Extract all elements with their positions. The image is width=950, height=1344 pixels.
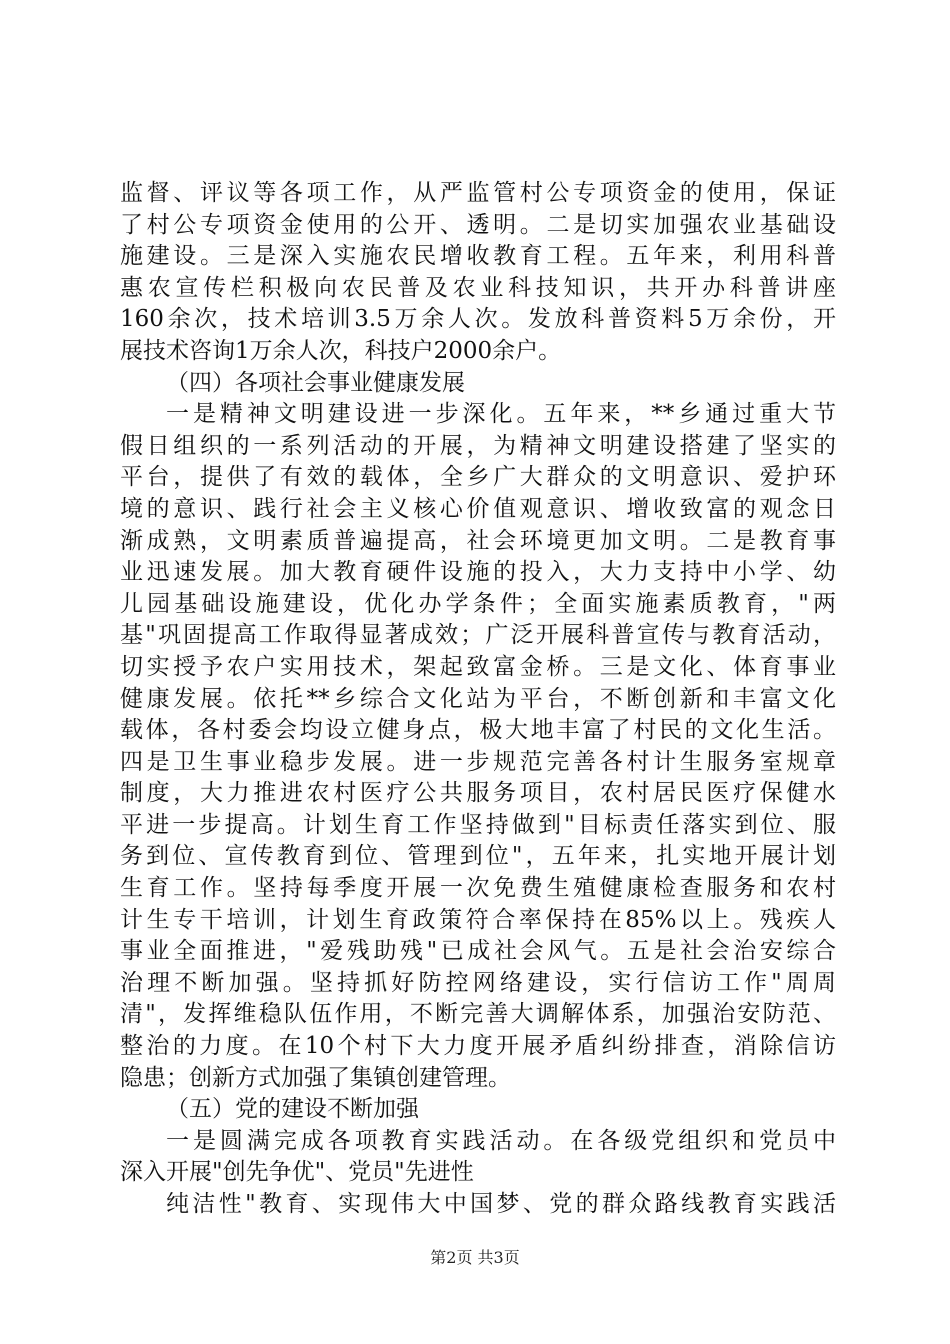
text-line: 境的意识、践行社会主义核心价值观意识、增收致富的观念日	[120, 495, 836, 522]
text-line: 平进一步提高。计划生育工作坚持做到"目标责任落实到位、服	[120, 811, 836, 838]
text-line: 假日组织的一系列活动的开展，为精神文明建设搭建了坚实的	[120, 432, 836, 459]
text-line: 整治的力度。在10个村下大力度开展矛盾纠纷排查，消除信访	[120, 1033, 836, 1060]
section-heading: （四）各项社会事业健康发展	[166, 369, 465, 396]
text-line: 业迅速发展。加大教育硬件设施的投入，大力支持中小学、幼	[120, 559, 836, 586]
section-heading: （五）党的建设不断加强	[166, 1096, 419, 1123]
text-line: 儿园基础设施建设，优化办学条件；全面实施素质教育，"两	[120, 590, 836, 617]
text-line: 纯洁性"教育、实现伟大中国梦、党的群众路线教育实践活	[166, 1191, 836, 1217]
text-line: 四是卫生事业稳步发展。进一步规范完善各村计生服务室规章	[120, 748, 836, 775]
text-line: 事业全面推进，"爱残助残"已成社会风气。五是社会治安综合	[120, 938, 836, 965]
text-line: 渐成熟，文明素质普遍提高，社会环境更加文明。二是教育事	[120, 527, 836, 554]
text-line: 计生专干培训，计划生育政策符合率保持在85%以上。残疾人	[120, 906, 836, 933]
text-line: 切实授予农户实用技术，架起致富金桥。三是文化、体育事业	[120, 653, 836, 680]
text-line: 基"巩固提高工作取得显著成效；广泛开展科普宣传与教育活动，	[120, 622, 836, 649]
text-line: 清"，发挥维稳队伍作用，不断完善大调解体系，加强治安防范、	[120, 1001, 836, 1028]
text-line: 平台，提供了有效的载体，全乡广大群众的文明意识、爱护环	[120, 464, 836, 491]
text-line: 160余次，技术培训3.5万余人次。发放科普资料5万余份，开	[120, 306, 836, 333]
text-line: 治理不断加强。坚持抓好防控网络建设，实行信访工作"周周	[120, 969, 836, 996]
text-line: 一是圆满完成各项教育实践活动。在各级党组织和党员中	[166, 1127, 836, 1154]
text-line: 制度，大力推进农村医疗公共服务项目，农村居民医疗保健水	[120, 780, 836, 807]
text-line: 载体，各村委会均设立健身点，极大地丰富了村民的文化生活。	[120, 717, 836, 744]
text-line: 健康发展。依托**乡综合文化站为平台，不断创新和丰富文化	[120, 685, 836, 712]
text-line: 了村公专项资金使用的公开、透明。二是切实加强农业基础设	[120, 211, 836, 238]
document-body	[120, 178, 836, 1221]
text-line: 惠农宣传栏积极向农民普及农业科技知识，共开办科普讲座	[120, 274, 836, 301]
text-line: 监督、评议等各项工作，从严监管村公专项资金的使用，保证	[120, 180, 836, 206]
text-line: 一是精神文明建设进一步深化。五年来，**乡通过重大节	[166, 401, 836, 428]
text-line: 隐患；创新方式加强了集镇创建管理。	[120, 1064, 511, 1091]
text-line: 施建设。三是深入实施农民增收教育工程。五年来，利用科普	[120, 243, 836, 270]
text-line: 务到位、宣传教育到位、管理到位"，五年来，扎实地开展计划	[120, 843, 836, 870]
text-line: 生育工作。坚持每季度开展一次免费生殖健康检查服务和农村	[120, 875, 836, 902]
text-line: 展技术咨询1万余人次，科技户2000余户。	[120, 337, 562, 364]
page-footer: 第2页 共3页	[430, 1248, 520, 1267]
text-line: 深入开展"创先争优"、党员"先进性	[120, 1159, 474, 1186]
